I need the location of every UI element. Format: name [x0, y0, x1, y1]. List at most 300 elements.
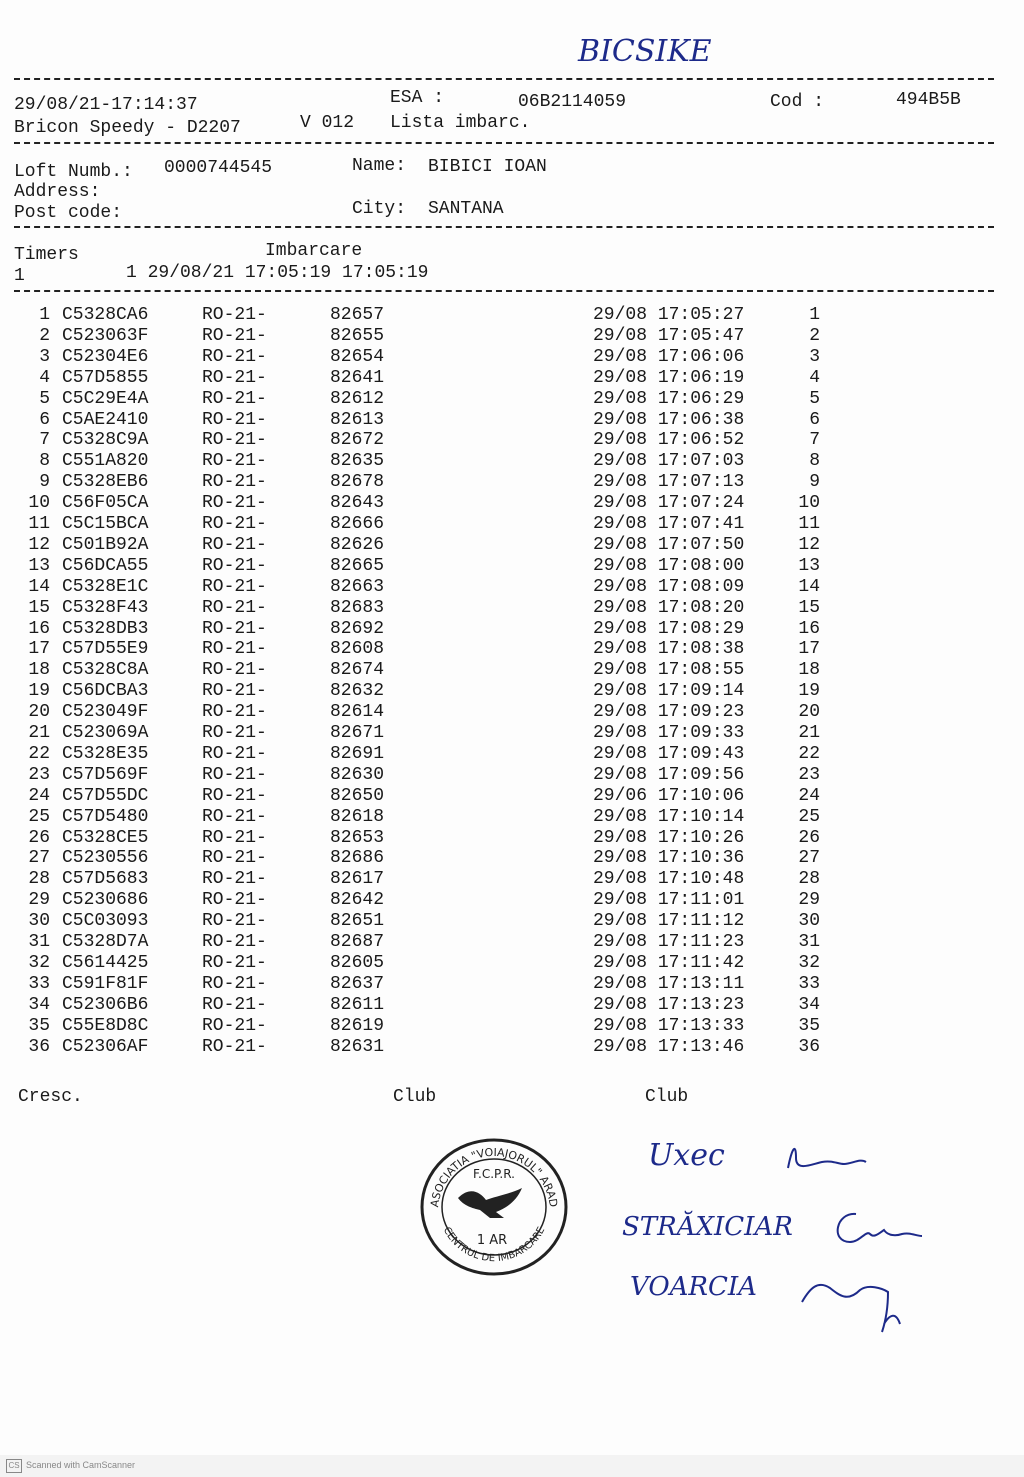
arrival-position: 22 [798, 743, 820, 764]
chip-code: C5328E1C [62, 576, 149, 597]
arrival-position: 7 [809, 430, 820, 451]
ring-number: 82641 [330, 367, 385, 388]
row-index: 3 [39, 346, 50, 367]
arrival-position: 25 [798, 806, 820, 827]
row-index: 15 [28, 597, 50, 618]
chip-code: C5C03093 [62, 911, 149, 932]
ring-number: 82635 [330, 451, 385, 472]
boarding-datetime [593, 974, 744, 995]
boarding-datetime [593, 723, 744, 744]
chip-code: C5614425 [62, 952, 149, 973]
ring-prefix: RO-21- [202, 764, 267, 785]
boarding-date: 29/08 [593, 534, 648, 555]
table-row [0, 660, 1024, 681]
boarding-time: 17:10:48 [657, 869, 745, 890]
table-row [0, 472, 1024, 493]
ring-prefix: RO-21- [202, 618, 267, 639]
boarding-time: 17:10:14 [657, 806, 745, 827]
chip-code: C5328DB3 [62, 618, 149, 639]
club-label-2: Club [645, 1087, 689, 1107]
chip-code: C501B92A [62, 534, 149, 555]
divider [14, 142, 994, 144]
boarding-time: 17:08:55 [657, 660, 745, 681]
table-row [0, 744, 1024, 765]
boarding-datetime [593, 535, 744, 556]
chip-code: C5328C8A [62, 660, 149, 681]
boarding-date: 29/08 [593, 681, 648, 702]
table-row [0, 953, 1024, 974]
ring-prefix: RO-21- [202, 1015, 267, 1036]
table-row [0, 995, 1024, 1016]
boarding-date: 29/08 [593, 576, 648, 597]
boarding-datetime [593, 368, 744, 389]
boarding-date: 29/08 [593, 1036, 648, 1057]
boarding-datetime [593, 430, 744, 451]
scanner-text: Scanned with CamScanner [26, 1460, 136, 1470]
header-esa-value: 06B2114059 [518, 92, 627, 112]
boarding-date: 29/08 [593, 890, 648, 911]
boarding-time: 17:11:42 [657, 952, 745, 973]
arrival-position: 11 [798, 514, 820, 534]
pigeon-icon [458, 1188, 522, 1218]
ring-number: 82683 [330, 597, 385, 618]
ring-prefix: RO-21- [202, 346, 267, 367]
boarding-time: 17:10:36 [657, 848, 745, 869]
boarding-datetime [593, 347, 744, 368]
postcode-label: Post code: [14, 203, 123, 223]
ring-number: 82651 [330, 911, 385, 932]
row-index: 11 [28, 514, 50, 534]
boarding-date: 29/06 [593, 785, 648, 806]
arrival-position: 3 [809, 346, 820, 367]
boarding-date: 29/08 [593, 430, 648, 451]
timers-row-value: 1 29/08/21 17:05:19 17:05:19 [126, 263, 429, 283]
table-row [0, 305, 1024, 326]
arrival-position: 23 [798, 764, 820, 785]
boarding-datetime [593, 1037, 744, 1058]
boarding-datetime [593, 869, 744, 890]
row-index: 35 [28, 1015, 50, 1036]
ring-number: 82631 [330, 1036, 385, 1057]
chip-code: C57D55E9 [62, 639, 149, 660]
boarding-datetime [593, 493, 744, 514]
header-cod-label: Cod : [770, 92, 825, 112]
header-esa-label: ESA : [390, 88, 445, 108]
header-version: V 012 [300, 113, 355, 133]
boarding-datetime [593, 577, 744, 598]
table-row [0, 556, 1024, 577]
arrival-position: 17 [798, 639, 820, 660]
cresc-label: Cresc. [18, 1087, 83, 1107]
row-index: 1 [39, 305, 50, 325]
row-index: 17 [28, 639, 50, 660]
arrival-position: 21 [798, 723, 820, 743]
boarding-datetime [593, 1016, 744, 1037]
stamp-top-text: ASOCIATIA "VOIAJORUL" ARAD [428, 1145, 560, 1209]
boarding-datetime [593, 619, 744, 640]
arrival-position: 31 [798, 932, 820, 952]
boarding-date: 29/08 [593, 451, 648, 472]
ring-prefix: RO-21- [202, 723, 267, 743]
ring-number: 82626 [330, 534, 385, 555]
signature-name-2: STRĂXICIAR [622, 1212, 793, 1242]
ring-number: 82643 [330, 493, 385, 514]
ring-prefix: RO-21- [202, 472, 267, 493]
ring-prefix: RO-21- [202, 534, 267, 555]
table-row [0, 828, 1024, 849]
boarding-date: 29/08 [593, 325, 648, 346]
table-row [0, 932, 1024, 953]
row-index: 18 [28, 660, 50, 681]
boarding-datetime [593, 305, 744, 326]
boarding-date: 29/08 [593, 597, 648, 618]
boarding-datetime [593, 932, 744, 953]
ring-prefix: RO-21- [202, 681, 267, 702]
header-datetime: 29/08/21-17:14:37 [14, 95, 198, 115]
signature-name-1: Uxec [648, 1138, 725, 1173]
ring-prefix: RO-21- [202, 514, 267, 534]
arrival-position: 18 [798, 660, 820, 681]
row-index: 23 [28, 764, 50, 785]
signature-scribble-1 [782, 1138, 872, 1178]
chip-code: C52304E6 [62, 346, 149, 367]
ring-number: 82619 [330, 1015, 385, 1036]
ring-prefix: RO-21- [202, 890, 267, 911]
table-row [0, 493, 1024, 514]
arrival-position: 19 [798, 681, 820, 702]
chip-code: C5C29E4A [62, 388, 149, 409]
row-index: 28 [28, 869, 50, 890]
table-row [0, 702, 1024, 723]
chip-code: C5328D7A [62, 932, 149, 952]
chip-code: C523063F [62, 325, 149, 346]
chip-code: C5230686 [62, 890, 149, 911]
boarding-time: 17:08:20 [657, 597, 745, 618]
chip-code: C5C15BCA [62, 514, 149, 534]
chip-code: C56F05CA [62, 493, 149, 514]
ring-number: 82692 [330, 618, 385, 639]
boarding-time: 17:08:00 [657, 555, 745, 576]
ring-number: 82674 [330, 660, 385, 681]
boarding-datetime [593, 744, 744, 765]
arrival-position: 6 [809, 409, 820, 430]
boarding-date: 29/08 [593, 932, 648, 952]
boarding-datetime [593, 660, 744, 681]
arrival-position: 29 [798, 890, 820, 911]
row-index: 14 [28, 576, 50, 597]
row-index: 4 [39, 367, 50, 388]
boarding-date: 29/08 [593, 806, 648, 827]
arrival-position: 15 [798, 597, 820, 618]
arrival-position: 30 [798, 911, 820, 932]
chip-code: C57D5480 [62, 806, 149, 827]
arrival-position: 16 [798, 618, 820, 639]
ring-number: 82671 [330, 723, 385, 743]
arrival-position: 28 [798, 869, 820, 890]
ring-prefix: RO-21- [202, 827, 267, 848]
table-row [0, 911, 1024, 932]
boarding-datetime [593, 911, 744, 932]
ring-number: 82637 [330, 973, 385, 994]
row-index: 31 [28, 932, 50, 952]
boarding-time: 17:07:03 [657, 451, 745, 472]
chip-code: C523069A [62, 723, 149, 743]
boarding-datetime [593, 807, 744, 828]
boarding-date: 29/08 [593, 869, 648, 890]
boarding-date: 29/08 [593, 493, 648, 514]
boarding-time: 17:06:06 [657, 346, 745, 367]
row-index: 33 [28, 973, 50, 994]
boarding-time: 17:06:52 [657, 430, 745, 451]
row-index: 32 [28, 952, 50, 973]
row-index: 34 [28, 994, 50, 1015]
boarding-datetime [593, 514, 744, 535]
boarding-datetime [593, 639, 744, 660]
chip-code: C57D569F [62, 764, 149, 785]
chip-code: C5AE2410 [62, 409, 149, 430]
chip-code: C55E8D8C [62, 1015, 149, 1036]
name-label: Name: [352, 156, 407, 176]
signature-scribble-2 [826, 1206, 926, 1250]
arrival-position: 10 [798, 493, 820, 514]
arrival-position: 2 [809, 325, 820, 346]
boarding-datetime [593, 681, 744, 702]
boarding-date: 29/08 [593, 472, 648, 493]
ring-number: 82630 [330, 764, 385, 785]
table-row [0, 807, 1024, 828]
boarding-datetime [593, 389, 744, 410]
row-index: 5 [39, 388, 50, 409]
ring-prefix: RO-21- [202, 869, 267, 890]
boarding-time: 17:06:29 [657, 388, 745, 409]
ring-prefix: RO-21- [202, 806, 267, 827]
boarding-time: 17:07:41 [657, 514, 745, 534]
loft-label: Loft Numb.: [14, 162, 133, 182]
ring-prefix: RO-21- [202, 305, 267, 325]
arrival-position: 32 [798, 952, 820, 973]
city-value: SANTANA [428, 199, 504, 219]
boarding-time: 17:07:13 [657, 472, 745, 493]
loft-value: 0000744545 [164, 158, 273, 178]
ring-prefix: RO-21- [202, 952, 267, 973]
ring-prefix: RO-21- [202, 743, 267, 764]
row-index: 22 [28, 743, 50, 764]
boarding-date: 29/08 [593, 660, 648, 681]
table-row [0, 681, 1024, 702]
boarding-date: 29/08 [593, 514, 648, 534]
table-row [0, 1037, 1024, 1058]
city-label: City: [352, 199, 407, 219]
ring-prefix: RO-21- [202, 932, 267, 952]
ring-number: 82613 [330, 409, 385, 430]
ring-prefix: RO-21- [202, 848, 267, 869]
chip-code: C5230556 [62, 848, 149, 869]
chip-code: C5328C9A [62, 430, 149, 451]
chip-code: C57D5855 [62, 367, 149, 388]
row-index: 27 [28, 848, 50, 869]
boarding-date: 29/08 [593, 618, 648, 639]
chip-code: C5328E35 [62, 743, 149, 764]
row-index: 25 [28, 806, 50, 827]
arrival-position: 20 [798, 702, 820, 723]
table-row [0, 890, 1024, 911]
ring-prefix: RO-21- [202, 409, 267, 430]
arrival-position: 36 [798, 1036, 820, 1057]
ring-prefix: RO-21- [202, 911, 267, 932]
boarding-time: 17:05:47 [657, 325, 745, 346]
boarding-date: 29/08 [593, 952, 648, 973]
row-index: 10 [28, 493, 50, 514]
boarding-date: 29/08 [593, 639, 648, 660]
ring-number: 82617 [330, 869, 385, 890]
row-index: 9 [39, 472, 50, 493]
boarding-date: 29/08 [593, 555, 648, 576]
arrival-position: 13 [798, 555, 820, 576]
club-stamp [418, 1136, 570, 1278]
boarding-date: 29/08 [593, 743, 648, 764]
table-row [0, 514, 1024, 535]
signature-scribble-3 [796, 1268, 916, 1338]
boarding-date: 29/08 [593, 723, 648, 743]
boarding-time: 17:13:46 [657, 1036, 745, 1057]
ring-number: 82650 [330, 785, 385, 806]
ring-number: 82605 [330, 952, 385, 973]
boarding-date: 29/08 [593, 994, 648, 1015]
header-list-title: Lista imbarc. [390, 113, 531, 133]
stamp-middle-text: F.C.P.R. [473, 1167, 515, 1181]
boarding-time: 17:06:19 [657, 367, 745, 388]
camscanner-icon: CS [6, 1459, 22, 1473]
ring-number: 82678 [330, 472, 385, 493]
ring-prefix: RO-21- [202, 555, 267, 576]
boarding-date: 29/08 [593, 388, 648, 409]
ring-number: 82655 [330, 325, 385, 346]
boarding-time: 17:06:38 [657, 409, 745, 430]
table-row [0, 347, 1024, 368]
boarding-time: 17:13:11 [657, 973, 745, 994]
chip-code: C5328EB6 [62, 472, 149, 493]
row-index: 16 [28, 618, 50, 639]
ring-prefix: RO-21- [202, 973, 267, 994]
table-row [0, 430, 1024, 451]
arrival-position: 33 [798, 973, 820, 994]
club-label-1: Club [393, 1087, 437, 1107]
header-cod-value: 494B5B [896, 90, 961, 110]
arrival-position: 34 [798, 994, 820, 1015]
boarding-time: 17:10:06 [657, 785, 745, 806]
ring-number: 82691 [330, 743, 385, 764]
chip-code: C523049F [62, 702, 149, 723]
row-index: 36 [28, 1036, 50, 1057]
table-row [0, 848, 1024, 869]
scanner-footer [0, 1455, 1024, 1477]
table-row [0, 1016, 1024, 1037]
chip-code: C5328CE5 [62, 827, 149, 848]
boarding-datetime [593, 828, 744, 849]
table-row [0, 974, 1024, 995]
table-row [0, 389, 1024, 410]
table-row [0, 368, 1024, 389]
row-index: 7 [39, 430, 50, 451]
chip-code: C57D5683 [62, 869, 149, 890]
boarding-date: 29/08 [593, 702, 648, 723]
timers-row-index: 1 [14, 266, 25, 286]
arrival-position: 12 [798, 534, 820, 555]
boarding-datetime [593, 472, 744, 493]
table-row [0, 410, 1024, 431]
header-device: Bricon Speedy - D2207 [14, 118, 241, 138]
boarding-time: 17:11:01 [657, 890, 745, 911]
ring-number: 82612 [330, 388, 385, 409]
row-index: 13 [28, 555, 50, 576]
divider [14, 78, 994, 80]
ring-prefix: RO-21- [202, 430, 267, 451]
ring-prefix: RO-21- [202, 660, 267, 681]
boarding-datetime [593, 995, 744, 1016]
table-row [0, 786, 1024, 807]
chip-code: C52306AF [62, 1036, 149, 1057]
ring-number: 82614 [330, 702, 385, 723]
ring-number: 82665 [330, 555, 385, 576]
ring-number: 82663 [330, 576, 385, 597]
ring-prefix: RO-21- [202, 785, 267, 806]
chip-code: C57D55DC [62, 785, 149, 806]
boarding-datetime [593, 451, 744, 472]
row-index: 8 [39, 451, 50, 472]
ring-prefix: RO-21- [202, 493, 267, 514]
boarding-datetime [593, 556, 744, 577]
chip-code: C591F81F [62, 973, 149, 994]
divider [14, 226, 994, 228]
boarding-datetime [593, 765, 744, 786]
row-index: 2 [39, 325, 50, 346]
table-row [0, 869, 1024, 890]
table-row [0, 598, 1024, 619]
ring-number: 82611 [330, 994, 385, 1015]
boarding-datetime [593, 848, 744, 869]
boarding-date: 29/08 [593, 346, 648, 367]
arrival-position: 24 [798, 785, 820, 806]
boarding-time: 17:08:09 [657, 576, 745, 597]
arrival-position: 5 [809, 388, 820, 409]
boarding-time: 17:09:14 [657, 681, 745, 702]
arrival-position: 1 [809, 305, 820, 325]
boarding-time: 17:09:23 [657, 702, 745, 723]
row-index: 20 [28, 702, 50, 723]
boarding-datetime [593, 598, 744, 619]
ring-prefix: RO-21- [202, 576, 267, 597]
chip-code: C551A820 [62, 451, 149, 472]
boarding-date: 29/08 [593, 1015, 648, 1036]
ring-number: 82654 [330, 346, 385, 367]
ring-number: 82632 [330, 681, 385, 702]
table-row [0, 535, 1024, 556]
boarding-date: 29/08 [593, 827, 648, 848]
ring-number: 82653 [330, 827, 385, 848]
row-index: 21 [28, 723, 50, 743]
handwritten-name: BICSIKE [578, 34, 712, 69]
row-index: 29 [28, 890, 50, 911]
boarding-date: 29/08 [593, 973, 648, 994]
boarding-time: 17:09:43 [657, 743, 745, 764]
table-row [0, 639, 1024, 660]
arrival-position: 14 [798, 576, 820, 597]
boarding-date: 29/08 [593, 911, 648, 932]
ring-number: 82608 [330, 639, 385, 660]
ring-prefix: RO-21- [202, 639, 267, 660]
arrival-position: 26 [798, 827, 820, 848]
ring-number: 82686 [330, 848, 385, 869]
